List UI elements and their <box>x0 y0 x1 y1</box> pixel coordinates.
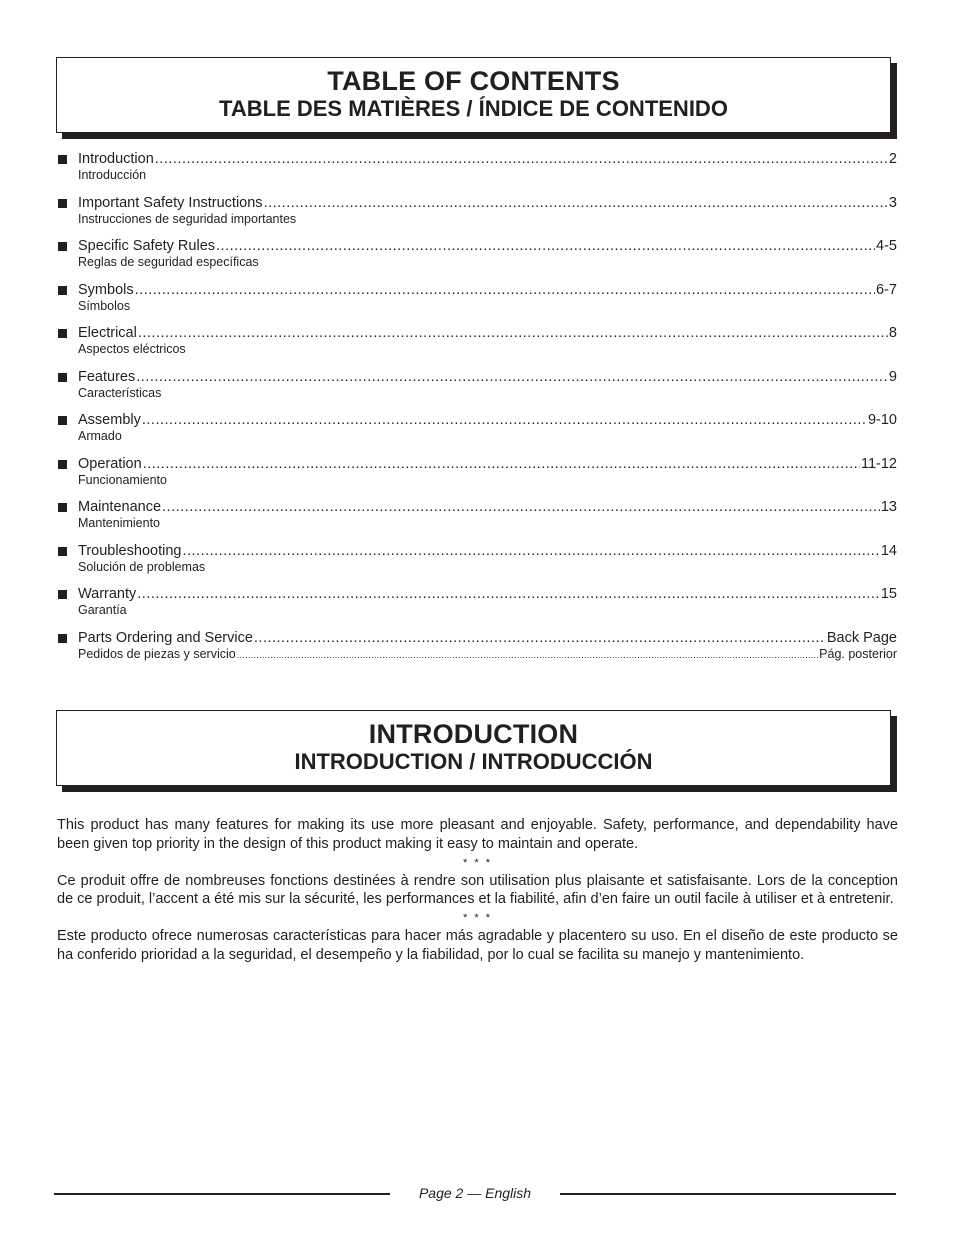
toc-entry-title: Symbols <box>78 281 134 298</box>
toc-entry-page: Back Page <box>826 629 897 646</box>
toc-entry-title: Operation <box>78 455 142 472</box>
footer-rule-right <box>560 1193 896 1195</box>
leader-dots <box>137 585 880 603</box>
toc-entry-subtitle: Solución de problemas <box>78 559 206 574</box>
toc-entry-page: 14 <box>880 542 897 559</box>
intro-subtitle: INTRODUCTION / INTRODUCCIÓN <box>294 749 653 774</box>
intro-paragraph-french: Ce produit offre de nombreuses fonctions destinées à rendre son utilisation plus plaisante et satisfaisante. Lors de la conception de ce produit, l’accent a été mis sur la sécurité, les performances et la fiabilité, afin d’en faire un outil facile à utiliser et à entretenir. <box>57 872 898 908</box>
toc-entry[interactable] <box>57 411 897 455</box>
intro-body <box>57 816 898 965</box>
toc-entry-title: Maintenance <box>78 499 162 515</box>
toc-entry-subtitle: Introducción <box>78 168 147 182</box>
leader-dots <box>216 237 875 255</box>
toc-entry[interactable] <box>57 455 897 499</box>
toc-entry-title: Troubleshooting <box>78 542 182 559</box>
intro-title: INTRODUCTION <box>368 719 579 749</box>
toc-entry-page: 9-10 <box>867 412 897 428</box>
square-bullet-icon <box>58 416 67 425</box>
toc-entry[interactable] <box>57 629 897 673</box>
toc-entry-title: Electrical <box>78 325 137 341</box>
toc-entry-subtitle: Mantenimiento <box>78 516 160 530</box>
toc-entry[interactable] <box>57 368 897 412</box>
square-bullet-icon <box>58 590 67 599</box>
toc-entry[interactable] <box>57 542 897 586</box>
square-bullet-icon <box>58 155 67 164</box>
toc-entry-subtitle: Reglas de seguridad específicas <box>78 255 259 269</box>
toc-entry-page: 8 <box>888 325 897 341</box>
toc-entry-title: Assembly <box>78 412 141 428</box>
square-bullet-icon <box>58 373 67 382</box>
leader-dots <box>143 455 860 473</box>
square-bullet-icon <box>58 634 67 643</box>
toc-entry-subtitle: Armado <box>78 429 122 443</box>
toc-header-box <box>56 57 891 133</box>
toc-entry-page: 6-7 <box>876 281 897 298</box>
toc-entry-subtitle: Funcionamiento <box>78 472 167 487</box>
square-bullet-icon <box>58 503 67 512</box>
toc-entry-subtitle: Pedidos de piezas y servicio <box>78 646 236 661</box>
square-bullet-icon <box>58 199 67 208</box>
leader-dots <box>142 411 867 429</box>
page-footer: Page 2 — English <box>418 1185 532 1201</box>
leader-dots <box>138 324 888 342</box>
leader-dots <box>182 542 879 560</box>
toc-entry-title: Introduction <box>78 151 154 167</box>
intro-paragraph-spanish: Este producto ofrece numerosas características para hacer más agradable y placentero su uso. En el diseño de este producto se ha conferido prioridad a la seguridad, el desempeño y la fiabilidad, por lo cual se facilita su manejo y mantenimiento. <box>57 928 898 963</box>
toc-entry-title: Warranty <box>78 586 137 602</box>
intro-paragraph-english: This product has many features for making its use more pleasant and enjoyable. Safety, performance, and dependability have been given top priority in the design of this product making it easy to maintain and operate. <box>57 817 898 852</box>
leader-dots <box>264 194 888 212</box>
toc-entry[interactable] <box>57 324 897 368</box>
intro-header-box <box>56 710 891 786</box>
square-bullet-icon <box>58 329 67 338</box>
square-bullet-icon <box>58 286 67 295</box>
toc-title: TABLE OF CONTENTS <box>327 66 620 96</box>
footer-rule-left <box>54 1193 390 1195</box>
leader-dots <box>155 150 888 168</box>
leader-dots <box>136 368 888 386</box>
toc-entry-subtitle-page: Pág. posterior <box>819 646 897 661</box>
toc-list <box>57 150 897 672</box>
toc-entry-subtitle: Garantía <box>78 603 127 617</box>
toc-entry-page: 4-5 <box>876 238 897 254</box>
square-bullet-icon <box>58 460 67 469</box>
toc-entry-subtitle: Instrucciones de seguridad importantes <box>78 211 297 226</box>
leader-dots <box>135 281 875 299</box>
square-bullet-icon <box>58 547 67 556</box>
square-bullet-icon <box>58 242 67 251</box>
toc-entry-page: 11-12 <box>860 455 897 472</box>
toc-entry-page: 13 <box>880 499 897 515</box>
toc-entry-subtitle: Símbolos <box>78 298 131 313</box>
toc-entry[interactable] <box>57 585 897 629</box>
leader-dots <box>237 648 818 663</box>
toc-entry-title: Specific Safety Rules <box>78 238 216 254</box>
toc-entry-page: 9 <box>888 368 897 385</box>
toc-entry-page: 3 <box>888 194 897 211</box>
toc-entry-page: 2 <box>888 151 897 167</box>
toc-entry-title: Parts Ordering and Service <box>78 629 253 646</box>
toc-entry-subtitle: Aspectos eléctricos <box>78 342 186 356</box>
toc-entry-title: Features <box>78 368 136 385</box>
toc-entry[interactable] <box>57 150 897 194</box>
toc-entry-subtitle: Características <box>78 385 162 400</box>
toc-entry-page: 15 <box>880 586 897 602</box>
separator-asterisks: * * * <box>463 912 492 925</box>
toc-entry-title: Important Safety Instructions <box>78 194 263 211</box>
separator-asterisks: * * * <box>463 856 492 869</box>
toc-entry[interactable] <box>57 237 897 281</box>
leader-dots <box>162 498 880 516</box>
toc-entry[interactable] <box>57 194 897 238</box>
toc-entry[interactable] <box>57 498 897 542</box>
leader-dots <box>254 629 826 647</box>
toc-entry[interactable] <box>57 281 897 325</box>
toc-subtitle: TABLE DES MATIÈRES / ÍNDICE DE CONTENIDO <box>219 96 728 121</box>
